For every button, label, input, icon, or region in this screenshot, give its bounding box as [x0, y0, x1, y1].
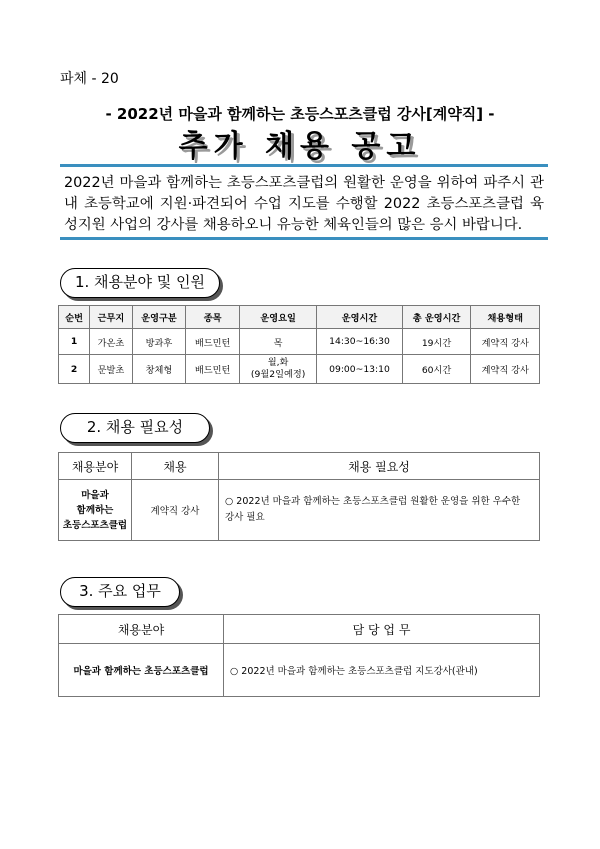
header-cell: 운영요일 [239, 306, 316, 329]
table-header-row [59, 306, 540, 329]
header-cell: 근무지 [90, 306, 132, 329]
table-cell: 14:30~16:30 [317, 329, 402, 355]
table-cell: ○ 2022년 마을과 함께하는 초등스포츠클럽 원활한 운영을 위한 우수한 강사 필요 [219, 480, 540, 541]
table-row [59, 329, 540, 355]
duties-table [58, 614, 540, 697]
table-cell: 마을과 함께하는 초등스포츠클럽 [59, 644, 224, 697]
table-cell: 19시간 [402, 329, 471, 355]
header-cell: 채용형태 [471, 306, 540, 329]
intro-box [60, 164, 548, 240]
table-cell: 방과후 [132, 329, 186, 355]
document-reference-number: 파체 - 20 [60, 71, 119, 87]
table-cell: 계약직 강사 [471, 329, 540, 355]
section-1-heading: 1. 채용분야 및 인원 [60, 268, 220, 298]
header-cell: 총 운영시간 [402, 306, 471, 329]
section-3-heading: 3. 주요 업무 [60, 577, 180, 607]
header-cell: 운영구분 [132, 306, 186, 329]
document-subtitle: - 2022년 마을과 함께하는 초등스포츠클럽 강사[계약직] - [105, 105, 495, 123]
recruitment-table [58, 305, 540, 384]
header-cell: 채용 필요성 [219, 453, 540, 480]
table-cell: 계약직 강사 [471, 355, 540, 384]
document-title: 추가 채용 공고 [178, 129, 422, 164]
header-cell: 채용분야 [59, 615, 224, 644]
table-row [59, 480, 540, 541]
table-row [59, 355, 540, 384]
table-cell: 배드민턴 [186, 329, 240, 355]
table-cell: 가온초 [90, 329, 132, 355]
necessity-table [58, 452, 540, 541]
intro-line-3: 성지원 사업의 강사를 채용하오니 유능한 체육인들의 많은 응시 바랍니다. [64, 217, 523, 233]
table-cell: ○ 2022년 마을과 함께하는 초등스포츠클럽 지도강사(관내) [224, 644, 540, 697]
header-cell: 순번 [59, 306, 90, 329]
table-row [59, 644, 540, 697]
table-cell: 월,화 (9월2일예정) [239, 355, 316, 384]
table-cell: 09:00~13:10 [317, 355, 402, 384]
header-cell: 담 당 업 무 [224, 615, 540, 644]
table-cell: 문발초 [90, 355, 132, 384]
table-cell: 마을과 함께하는 초등스포츠클럽 [59, 480, 132, 541]
header-cell: 운영시간 [317, 306, 402, 329]
intro-line-1: 2022년 마을과 함께하는 초등스포츠클럽의 원활한 운영을 위하여 파주시 관 [64, 175, 544, 191]
table-cell: 1 [59, 329, 90, 355]
table-header-row [59, 615, 540, 644]
table-cell: 창체형 [132, 355, 186, 384]
header-cell: 종목 [186, 306, 240, 329]
intro-line-2: 내 초등학교에 지원·파견되어 수업 지도를 수행할 2022 초등스포츠클럽 육 [64, 196, 544, 212]
table-cell: 2 [59, 355, 90, 384]
table-cell: 배드민턴 [186, 355, 240, 384]
header-cell: 채용 [132, 453, 219, 480]
table-cell: 60시간 [402, 355, 471, 384]
header-cell: 채용분야 [59, 453, 132, 480]
table-cell: 목 [239, 329, 316, 355]
table-header-row [59, 453, 540, 480]
table-cell: 계약직 강사 [132, 480, 219, 541]
section-2-heading: 2. 채용 필요성 [60, 413, 210, 443]
